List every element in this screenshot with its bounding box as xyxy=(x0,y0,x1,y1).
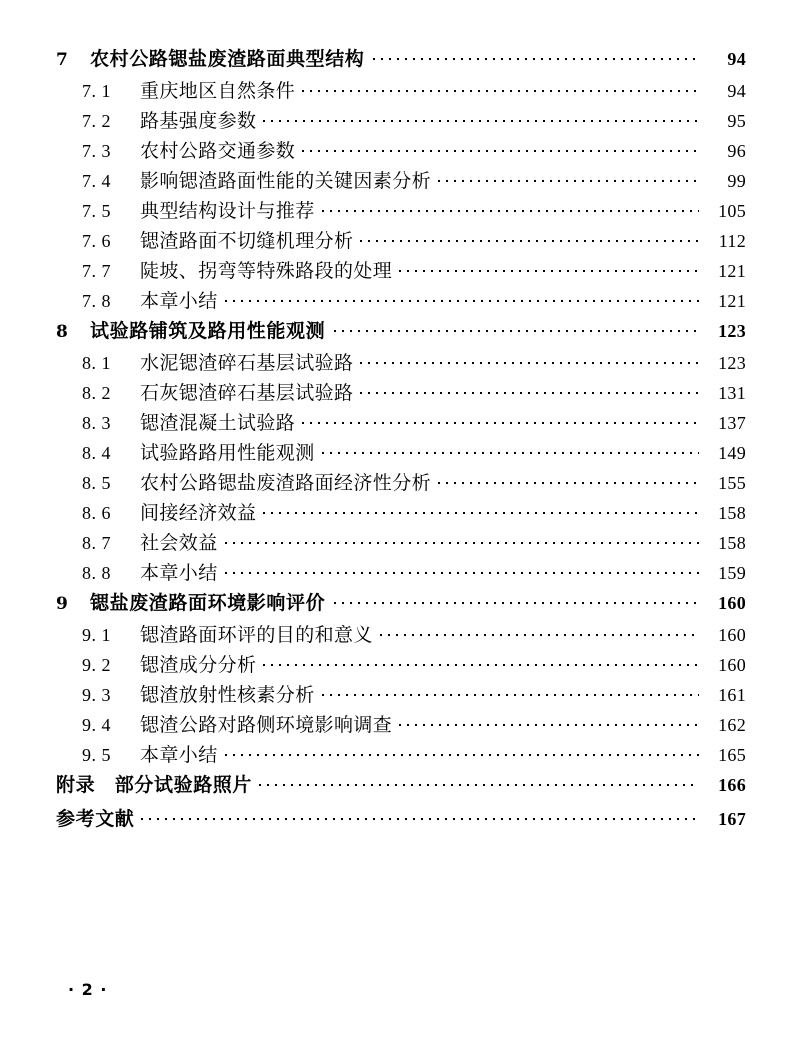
toc-entry-page-number: 123 xyxy=(718,353,746,373)
toc-entry[interactable] xyxy=(56,770,746,804)
toc-entry[interactable] xyxy=(56,378,746,408)
toc-entry-number: 8. 1 xyxy=(82,353,111,373)
toc-entry-number: 9. 4 xyxy=(82,715,111,735)
toc-entry-title: 农村公路锶盐废渣路面典型结构 xyxy=(90,48,365,70)
toc-entry-title: 锶渣路面不切缝机理分析 xyxy=(140,230,354,252)
toc-dot-leader xyxy=(322,685,699,701)
toc-entry-number: 7. 3 xyxy=(82,141,111,161)
toc-entry-page-number: 105 xyxy=(718,201,746,221)
toc-entry-page-number: 121 xyxy=(718,291,746,311)
toc-dot-leader xyxy=(302,81,699,97)
toc-entry[interactable] xyxy=(56,106,746,136)
toc-entry-page-number: 95 xyxy=(727,111,746,131)
toc-entry-page-number: 155 xyxy=(718,473,746,493)
toc-entry-page-number: 158 xyxy=(718,503,746,523)
toc-entry-title: 农村公路交通参数 xyxy=(140,140,296,162)
toc-dot-leader xyxy=(322,443,699,459)
toc-entry-page-number: 160 xyxy=(718,655,746,675)
toc-entry-title: 锶盐废渣路面环境影响评价 xyxy=(90,592,326,614)
toc-entry-number: 8. 6 xyxy=(82,503,111,523)
toc-entry-title: 锶渣公路对路侧环境影响调查 xyxy=(140,714,393,736)
toc-dot-leader xyxy=(225,291,699,307)
toc-entry-number: 8. 8 xyxy=(82,563,111,583)
toc-entry-number: 7. 8 xyxy=(82,291,111,311)
toc-entry-title: 锶渣放射性核素分析 xyxy=(140,684,315,706)
toc-entry-page-number: 123 xyxy=(718,321,746,341)
toc-entry-title: 锶渣路面环评的目的和意义 xyxy=(140,624,373,646)
toc-entry-number: 9. 3 xyxy=(82,685,111,705)
toc-dot-leader xyxy=(263,655,699,671)
toc-dot-leader xyxy=(302,413,699,429)
toc-entry-title: 社会效益 xyxy=(140,532,218,554)
toc-entry-number: 7. 2 xyxy=(82,111,111,131)
toc-entry[interactable] xyxy=(56,650,746,680)
toc-dot-leader xyxy=(322,201,699,217)
toc-entry[interactable] xyxy=(56,316,746,348)
toc-dot-leader xyxy=(399,261,699,277)
toc-entry-title: 水泥锶渣碎石基层试验路 xyxy=(140,352,354,374)
toc-dot-leader xyxy=(373,49,699,65)
toc-entry-title: 试验路路用性能观测 xyxy=(140,442,315,464)
toc-dot-leader xyxy=(225,533,699,549)
toc-dot-leader xyxy=(334,593,699,609)
toc-entry-page-number: 166 xyxy=(718,775,746,795)
toc-entry-number: 7 xyxy=(56,50,69,70)
toc-entry-page-number: 94 xyxy=(727,81,746,101)
toc-entry-number: 7. 6 xyxy=(82,231,111,251)
toc-entry[interactable] xyxy=(56,408,746,438)
toc-entry-number: 9. 5 xyxy=(82,745,111,765)
toc-entry-page-number: 161 xyxy=(718,685,746,705)
toc-entry-number: 9. 2 xyxy=(82,655,111,675)
toc-entry[interactable] xyxy=(56,226,746,256)
toc-dot-leader xyxy=(141,809,699,825)
toc-entry-title: 试验路铺筑及路用性能观测 xyxy=(90,320,326,342)
toc-entry-number: 7. 4 xyxy=(82,171,111,191)
toc-entry-title: 本章小结 xyxy=(140,290,218,312)
toc-entry-page-number: 158 xyxy=(718,533,746,553)
toc-entry-number: 8. 4 xyxy=(82,443,111,463)
toc-entry-title: 重庆地区自然条件 xyxy=(140,80,296,102)
toc-entry-title: 间接经济效益 xyxy=(140,502,257,524)
toc-dot-leader xyxy=(225,563,699,579)
toc-entry-page-number: 160 xyxy=(718,625,746,645)
toc-entry-title: 石灰锶渣碎石基层试验路 xyxy=(140,382,354,404)
toc-entry-title: 锶渣成分分析 xyxy=(140,654,257,676)
toc-entry-page-number: 112 xyxy=(718,231,746,251)
toc-entry-number: 9 xyxy=(56,594,69,614)
toc-entry[interactable] xyxy=(56,286,746,316)
toc-entry[interactable] xyxy=(56,468,746,498)
toc-entry-list xyxy=(56,44,746,838)
toc-entry-title: 典型结构设计与推荐 xyxy=(140,200,315,222)
toc-dot-leader xyxy=(438,171,699,187)
toc-entry-page-number: 167 xyxy=(718,809,746,829)
toc-entry-number: 8 xyxy=(56,322,69,342)
toc-entry[interactable] xyxy=(56,740,746,770)
toc-entry[interactable] xyxy=(56,76,746,106)
toc-entry-number: 7. 5 xyxy=(82,201,111,221)
toc-dot-leader xyxy=(360,231,699,247)
toc-dot-leader xyxy=(302,141,699,157)
toc-dot-leader xyxy=(263,111,699,127)
toc-entry[interactable] xyxy=(56,256,746,286)
toc-entry[interactable] xyxy=(56,438,746,468)
toc-entry-title: 农村公路锶盐废渣路面经济性分析 xyxy=(140,472,432,494)
toc-entry-title: 陡坡、拐弯等特殊路段的处理 xyxy=(140,260,393,282)
toc-entry-page-number: 165 xyxy=(718,745,746,765)
page-number-footer: · 2 · xyxy=(68,980,108,999)
toc-entry-title: 本章小结 xyxy=(140,562,218,584)
toc-entry-page-number: 162 xyxy=(718,715,746,735)
toc-dot-leader xyxy=(380,625,699,641)
toc-entry[interactable] xyxy=(56,348,746,378)
toc-entry-page-number: 99 xyxy=(727,171,746,191)
toc-entry-page-number: 149 xyxy=(718,443,746,463)
toc-entry-number: 8. 7 xyxy=(82,533,111,553)
toc-entry-page-number: 159 xyxy=(718,563,746,583)
toc-entry[interactable] xyxy=(56,44,746,76)
toc-dot-leader xyxy=(259,775,699,791)
toc-dot-leader xyxy=(399,715,699,731)
toc-entry[interactable] xyxy=(56,498,746,528)
toc-dot-leader xyxy=(263,503,699,519)
toc-entry-title: 参考文献 xyxy=(56,808,135,830)
toc-entry-page-number: 96 xyxy=(727,141,746,161)
toc-entry[interactable] xyxy=(56,804,746,838)
toc-entry-title: 锶渣混凝土试验路 xyxy=(140,412,296,434)
toc-entry-number: 7. 7 xyxy=(82,261,111,281)
toc-entry-page-number: 94 xyxy=(727,49,746,69)
toc-dot-leader xyxy=(360,353,699,369)
toc-entry-page-number: 121 xyxy=(718,261,746,281)
toc-dot-leader xyxy=(360,383,699,399)
toc-entry[interactable] xyxy=(56,588,746,620)
toc-entry[interactable] xyxy=(56,136,746,166)
toc-entry[interactable] xyxy=(56,710,746,740)
toc-entry-page-number: 160 xyxy=(718,593,746,613)
toc-entry[interactable] xyxy=(56,558,746,588)
toc-entry-page-number: 131 xyxy=(718,383,746,403)
toc-entry-number: 8. 2 xyxy=(82,383,111,403)
toc-entry-number: 9. 1 xyxy=(82,625,111,645)
toc-entry-page-number: 137 xyxy=(718,413,746,433)
toc-entry-title: 影响锶渣路面性能的关键因素分析 xyxy=(140,170,432,192)
toc-dot-leader xyxy=(334,321,699,337)
toc-entry-title: 附录 部分试验路照片 xyxy=(56,774,253,796)
toc-dot-leader xyxy=(438,473,699,489)
toc-entry-title: 本章小结 xyxy=(140,744,218,766)
toc-entry[interactable] xyxy=(56,196,746,226)
toc-dot-leader xyxy=(225,745,699,761)
toc-entry[interactable] xyxy=(56,680,746,710)
toc-entry-number: 7. 1 xyxy=(82,81,111,101)
toc-entry[interactable] xyxy=(56,620,746,650)
toc-entry-title: 路基强度参数 xyxy=(140,110,257,132)
toc-entry[interactable] xyxy=(56,528,746,558)
toc-entry-number: 8. 3 xyxy=(82,413,111,433)
toc-entry-number: 8. 5 xyxy=(82,473,111,493)
toc-entry[interactable] xyxy=(56,166,746,196)
